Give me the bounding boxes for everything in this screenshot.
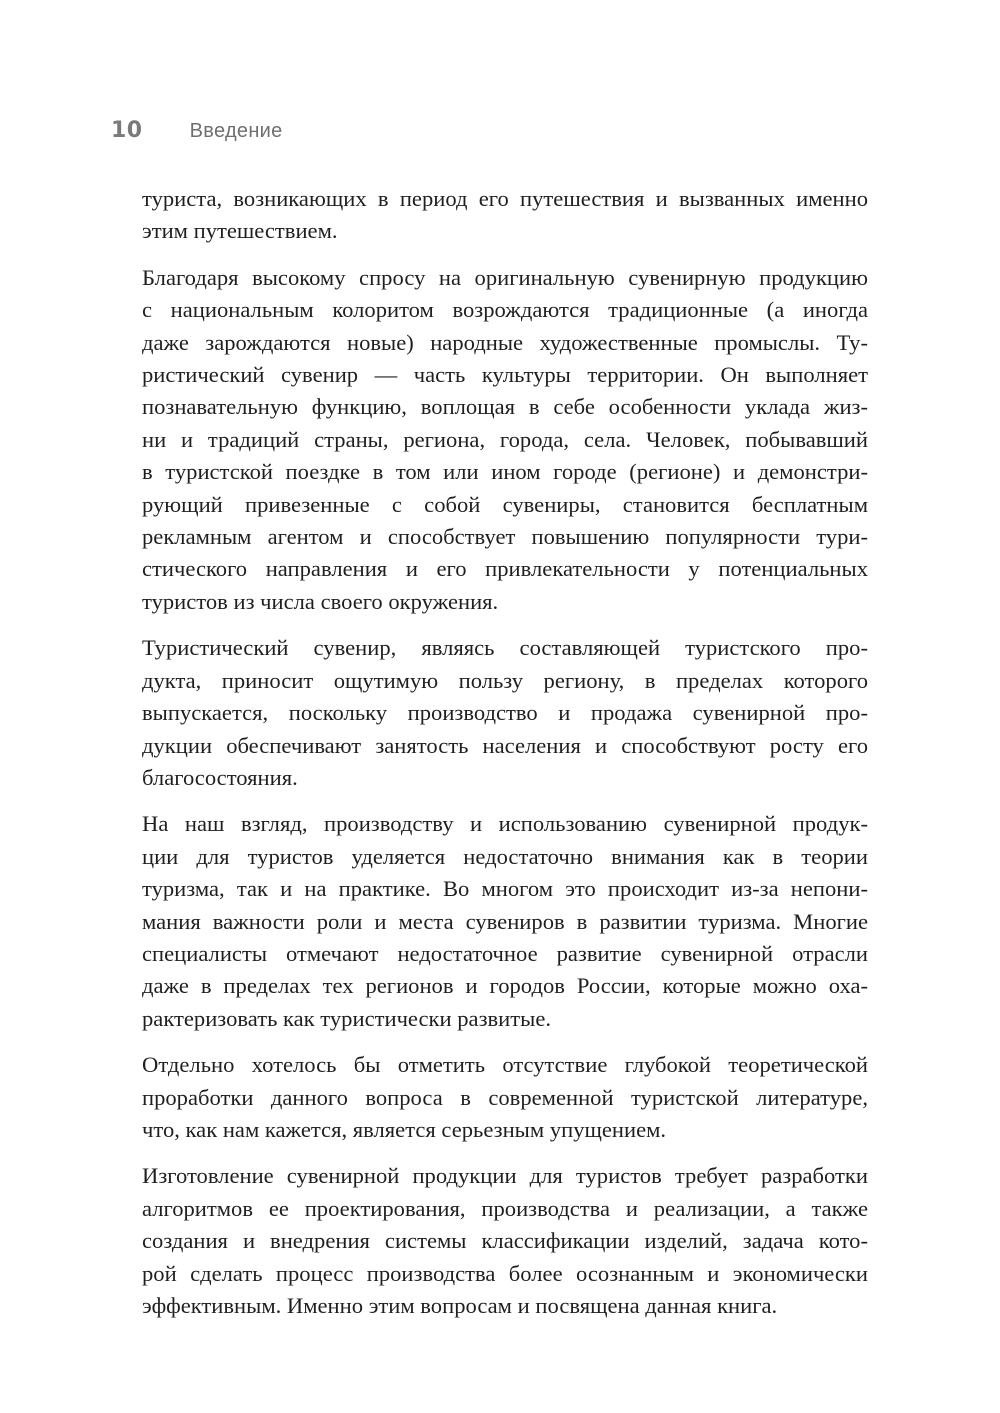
- text-line: ристический сувенир — часть культуры территории. Он выполняет: [142, 362, 868, 388]
- text-line: в туристской поездке в том или ином городе (регионе) и демонстри-: [142, 459, 868, 485]
- text-line: рактеризовать как туристически развитые.: [142, 1005, 552, 1031]
- page-number: 10: [111, 118, 143, 143]
- text-line: даже зарождаются новые) народные художественные промыслы. Ту-: [142, 329, 868, 355]
- text-line: На наш взгляд, производству и использованию сувенирной продук-: [142, 811, 868, 837]
- text-line: ции для туристов уделяется недостаточно внимания как в теории: [142, 843, 868, 869]
- running-header: [111, 118, 283, 154]
- text-line: создания и внедрения системы классификации изделий, задача кото-: [142, 1228, 868, 1254]
- text-line: проработки данного вопроса в современной туристской литературе,: [142, 1084, 868, 1110]
- paragraph: [142, 632, 868, 794]
- text-line: даже в пределах тех регионов и городов России, которые можно оха-: [142, 973, 868, 999]
- paragraph: [142, 183, 868, 248]
- text-line: специалисты отмечают недостаточное развитие сувенирной отрасли: [142, 940, 868, 966]
- text-line: рой сделать процесс производства более осознанным и экономически: [142, 1260, 868, 1286]
- text-line: благосостояния.: [142, 764, 298, 790]
- text-line: с национальным колоритом возрождаются традиционные (а иногда: [142, 297, 868, 323]
- text-line: что, как нам кажется, является серьезным упущением.: [142, 1116, 667, 1142]
- paragraph: [142, 1049, 868, 1146]
- text-line: дукции обеспечивают занятость населения и способствуют росту его: [142, 732, 868, 758]
- section-title: Введение: [189, 120, 283, 142]
- paragraph: [142, 1160, 868, 1322]
- text-line: туристов из числа своего окружения.: [142, 588, 499, 614]
- text-line: выпускается, поскольку производство и продажа сувенирной про-: [142, 700, 868, 726]
- text-line: рующий привезенные с собой сувениры, становится бесплатным: [142, 491, 868, 517]
- paragraph: [142, 262, 868, 618]
- text-line: Туристический сувенир, являясь составляющей туристского про-: [142, 635, 868, 661]
- text-line: этим путешествием.: [142, 218, 338, 244]
- text-line: стического направления и его привлекательности у потенциальных: [142, 556, 868, 582]
- paragraph: [142, 808, 868, 1035]
- text-line: алгоритмов ее проектирования, производства и реализации, а также: [142, 1195, 868, 1221]
- text-line: Благодаря высокому спросу на оригинальную сувенирную продукцию: [142, 264, 868, 290]
- text-line: мания важности роли и места сувениров в развитии туризма. Многие: [142, 908, 868, 934]
- body-text: [142, 183, 868, 1336]
- text-line: Отдельно хотелось бы отметить отсутствие глубокой теоретической: [142, 1052, 868, 1078]
- text-line: ни и традиций страны, региона, города, села. Человек, побывавший: [142, 426, 868, 452]
- text-line: эффективным. Именно этим вопросам и посвящена данная книга.: [142, 1293, 778, 1318]
- text-line: туризма, так и на практике. Во многом это происходит из-за непони-: [142, 876, 868, 902]
- text-line: дукта, приносит ощутимую пользу региону, в пределах которого: [142, 667, 868, 693]
- text-line: познавательную функцию, воплощая в себе особенности уклада жиз-: [142, 394, 868, 420]
- text-line: рекламным агентом и способствует повышению популярности тури-: [142, 524, 868, 550]
- text-line: Изготовление сувенирной продукции для туристов требует разработки: [142, 1163, 868, 1189]
- text-line: туриста, возникающих в период его путешествия и вызванных именно: [142, 186, 868, 211]
